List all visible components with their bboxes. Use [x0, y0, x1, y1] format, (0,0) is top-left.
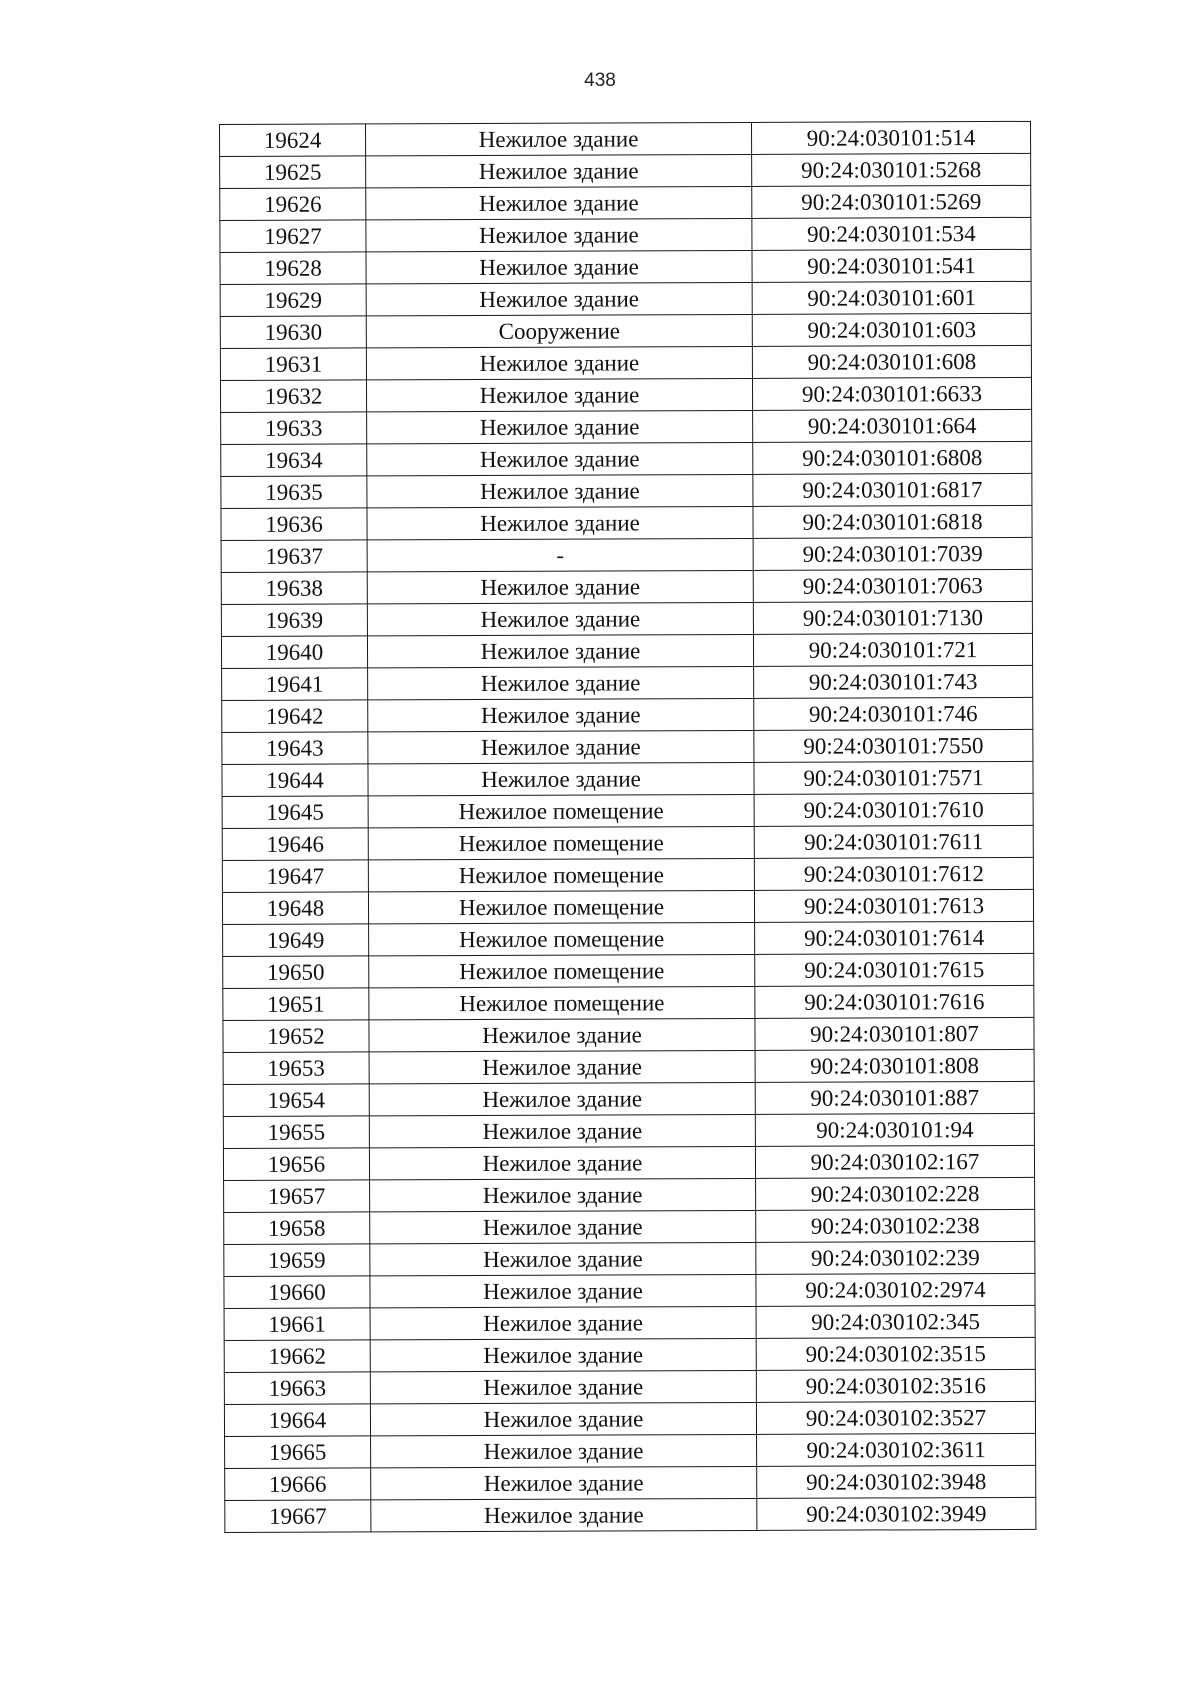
row-number-cell: 19646	[222, 828, 368, 861]
table-row	[224, 1273, 1035, 1308]
object-type-cell: -	[367, 538, 753, 571]
cadastral-number-cell: 90:24:030101:887	[755, 1081, 1034, 1114]
table-row	[222, 857, 1033, 892]
cadastral-number-cell: 90:24:030101:664	[753, 409, 1032, 442]
row-number-cell: 19628	[220, 252, 366, 285]
object-type-cell: Сооружение	[366, 314, 752, 347]
table-row	[222, 697, 1033, 732]
cadastral-number-cell: 90:24:030102:3949	[757, 1497, 1036, 1530]
table-row	[221, 505, 1032, 540]
object-type-cell: Нежилое здание	[366, 378, 752, 411]
object-type-cell: Нежилое помещение	[368, 794, 754, 827]
row-number-cell: 19624	[220, 124, 366, 157]
object-type-cell: Нежилое здание	[367, 602, 753, 635]
table-row	[224, 1369, 1035, 1404]
row-number-cell: 19657	[224, 1180, 370, 1213]
object-type-cell: Нежилое здание	[370, 1370, 756, 1403]
cadastral-number-cell: 90:24:030101:6817	[753, 473, 1032, 506]
row-number-cell: 19647	[222, 860, 368, 893]
table-row	[220, 377, 1031, 412]
cadastral-number-cell: 90:24:030102:2974	[756, 1273, 1035, 1306]
row-number-cell: 19656	[223, 1148, 369, 1181]
cadastral-number-cell: 90:24:030102:3611	[757, 1433, 1036, 1466]
table-row	[222, 889, 1033, 924]
object-type-cell: Нежилое здание	[371, 1434, 757, 1467]
row-number-cell: 19658	[224, 1212, 370, 1245]
row-number-cell: 19654	[223, 1084, 369, 1117]
object-type-cell: Нежилое здание	[368, 698, 754, 731]
cadastral-number-cell: 90:24:030101:7550	[754, 729, 1033, 762]
cadastral-number-cell: 90:24:030101:5268	[752, 153, 1031, 186]
object-type-cell: Нежилое здание	[369, 1146, 755, 1179]
cadastral-number-cell: 90:24:030102:3527	[756, 1401, 1035, 1434]
cadastral-number-cell: 90:24:030101:534	[752, 217, 1031, 250]
row-number-cell: 19645	[222, 796, 368, 829]
cadastral-number-cell: 90:24:030101:601	[752, 281, 1031, 314]
object-type-cell: Нежилое помещение	[369, 986, 755, 1019]
row-number-cell: 19636	[221, 508, 367, 541]
cadastral-number-cell: 90:24:030101:807	[755, 1017, 1034, 1050]
row-number-cell: 19667	[225, 1500, 371, 1533]
page-number: 438	[584, 70, 616, 91]
row-number-cell: 19635	[221, 476, 367, 509]
table-row	[223, 1113, 1034, 1148]
object-type-cell: Нежилое здание	[370, 1210, 756, 1243]
row-number-cell: 19642	[222, 700, 368, 733]
object-type-cell: Нежилое здание	[367, 634, 753, 667]
object-type-cell: Нежилое помещение	[368, 858, 754, 891]
table-row	[223, 1017, 1034, 1052]
cadastral-number-cell: 90:24:030101:7130	[753, 601, 1032, 634]
table-row	[221, 441, 1032, 476]
row-number-cell: 19641	[222, 668, 368, 701]
cadastral-number-cell: 90:24:030101:603	[752, 313, 1031, 346]
table-row	[224, 1241, 1035, 1276]
register-table	[219, 121, 1036, 1533]
object-type-cell: Нежилое здание	[369, 1050, 755, 1083]
table-row	[221, 601, 1032, 636]
table-row	[220, 185, 1031, 220]
object-type-cell: Нежилое здание	[371, 1466, 757, 1499]
object-type-cell: Нежилое здание	[366, 282, 752, 315]
object-type-cell: Нежилое здание	[367, 442, 753, 475]
cadastral-number-cell: 90:24:030102:228	[756, 1177, 1035, 1210]
object-type-cell: Нежилое здание	[370, 1274, 756, 1307]
object-type-cell: Нежилое здание	[370, 1242, 756, 1275]
row-number-cell: 19665	[225, 1436, 371, 1469]
cadastral-number-cell: 90:24:030102:3948	[757, 1465, 1036, 1498]
cadastral-number-cell: 90:24:030101:743	[754, 665, 1033, 698]
object-type-cell: Нежилое здание	[369, 1082, 755, 1115]
cadastral-number-cell: 90:24:030102:167	[755, 1145, 1034, 1178]
row-number-cell: 19639	[221, 604, 367, 637]
object-type-cell: Нежилое помещение	[368, 826, 754, 859]
table-row	[224, 1401, 1035, 1436]
table-row	[224, 1177, 1035, 1212]
table-row	[224, 1337, 1035, 1372]
row-number-cell: 19634	[221, 444, 367, 477]
object-type-cell: Нежилое здание	[370, 1402, 756, 1435]
cadastral-number-cell: 90:24:030101:7613	[754, 889, 1033, 922]
table-row	[222, 665, 1033, 700]
table-row	[220, 281, 1031, 316]
cadastral-number-cell: 90:24:030101:7611	[754, 825, 1033, 858]
table-row	[223, 1081, 1034, 1116]
row-number-cell: 19653	[223, 1052, 369, 1085]
object-type-cell: Нежилое здание	[366, 250, 752, 283]
cadastral-number-cell: 90:24:030101:7610	[754, 793, 1033, 826]
cadastral-number-cell: 90:24:030101:721	[753, 633, 1032, 666]
row-number-cell: 19631	[220, 348, 366, 381]
row-number-cell: 19629	[220, 284, 366, 317]
object-type-cell: Нежилое здание	[367, 570, 753, 603]
row-number-cell: 19627	[220, 220, 366, 253]
object-type-cell: Нежилое здание	[371, 1498, 757, 1531]
row-number-cell: 19648	[222, 892, 368, 925]
table-row	[223, 953, 1034, 988]
object-type-cell: Нежилое здание	[368, 666, 754, 699]
cadastral-number-cell: 90:24:030101:7063	[753, 569, 1032, 602]
object-type-cell: Нежилое здание	[370, 1306, 756, 1339]
table-row	[224, 1305, 1035, 1340]
row-number-cell: 19666	[225, 1468, 371, 1501]
row-number-cell: 19650	[223, 956, 369, 989]
cadastral-number-cell: 90:24:030101:7039	[753, 537, 1032, 570]
row-number-cell: 19655	[223, 1116, 369, 1149]
row-number-cell: 19630	[220, 316, 366, 349]
table-row	[224, 1209, 1035, 1244]
cadastral-number-cell: 90:24:030102:3516	[756, 1369, 1035, 1402]
object-type-cell: Нежилое здание	[367, 474, 753, 507]
row-number-cell: 19640	[221, 636, 367, 669]
object-type-cell: Нежилое помещение	[369, 922, 755, 955]
object-type-cell: Нежилое здание	[368, 730, 754, 763]
row-number-cell: 19649	[223, 924, 369, 957]
cadastral-number-cell: 90:24:030101:7612	[754, 857, 1033, 890]
cadastral-number-cell: 90:24:030101:746	[754, 697, 1033, 730]
row-number-cell: 19632	[220, 380, 366, 413]
table-row	[225, 1433, 1036, 1468]
table-row	[225, 1465, 1036, 1500]
object-type-cell: Нежилое здание	[369, 1018, 755, 1051]
cadastral-number-cell: 90:24:030101:541	[752, 249, 1031, 282]
cadastral-number-cell: 90:24:030101:6808	[753, 441, 1032, 474]
object-type-cell: Нежилое здание	[367, 410, 753, 443]
row-number-cell: 19643	[222, 732, 368, 765]
row-number-cell: 19626	[220, 188, 366, 221]
row-number-cell: 19652	[223, 1020, 369, 1053]
object-type-cell: Нежилое здание	[366, 154, 752, 187]
table-row	[222, 793, 1033, 828]
table-row	[220, 249, 1031, 284]
object-type-cell: Нежилое здание	[366, 122, 752, 155]
row-number-cell: 19663	[224, 1372, 370, 1405]
row-number-cell: 19662	[224, 1340, 370, 1373]
row-number-cell: 19651	[223, 988, 369, 1021]
object-type-cell: Нежилое здание	[366, 218, 752, 251]
object-type-cell: Нежилое здание	[369, 1114, 755, 1147]
row-number-cell: 19637	[221, 540, 367, 573]
table-row	[223, 921, 1034, 956]
table-row	[220, 121, 1031, 156]
cadastral-number-cell: 90:24:030101:94	[755, 1113, 1034, 1146]
table-row	[222, 761, 1033, 796]
row-number-cell: 19644	[222, 764, 368, 797]
table-row	[220, 313, 1031, 348]
cadastral-number-cell: 90:24:030102:345	[756, 1305, 1035, 1338]
cadastral-number-cell: 90:24:030102:239	[756, 1241, 1035, 1274]
cadastral-number-cell: 90:24:030101:808	[755, 1049, 1034, 1082]
cadastral-number-cell: 90:24:030101:6633	[752, 377, 1031, 410]
row-number-cell: 19661	[224, 1308, 370, 1341]
table-row	[223, 1049, 1034, 1084]
object-type-cell: Нежилое помещение	[368, 890, 754, 923]
table-row	[220, 153, 1031, 188]
object-type-cell: Нежилое здание	[366, 346, 752, 379]
cadastral-number-cell: 90:24:030102:3515	[756, 1337, 1035, 1370]
row-number-cell: 19625	[220, 156, 366, 189]
table-row	[222, 825, 1033, 860]
table-row	[221, 569, 1032, 604]
table-row	[221, 633, 1032, 668]
object-type-cell: Нежилое здание	[367, 506, 753, 539]
table-row	[220, 345, 1031, 380]
cadastral-number-cell: 90:24:030101:5269	[752, 185, 1031, 218]
cadastral-number-cell: 90:24:030101:6818	[753, 505, 1032, 538]
register-table-body	[220, 121, 1036, 1532]
row-number-cell: 19660	[224, 1276, 370, 1309]
cadastral-number-cell: 90:24:030101:608	[752, 345, 1031, 378]
cadastral-number-cell: 90:24:030101:7571	[754, 761, 1033, 794]
cadastral-number-cell: 90:24:030101:7616	[755, 985, 1034, 1018]
row-number-cell: 19659	[224, 1244, 370, 1277]
cadastral-number-cell: 90:24:030102:238	[756, 1209, 1035, 1242]
table-row	[223, 1145, 1034, 1180]
object-type-cell: Нежилое здание	[370, 1338, 756, 1371]
cadastral-number-cell: 90:24:030101:514	[751, 121, 1030, 154]
table-row	[221, 473, 1032, 508]
table-row	[220, 217, 1031, 252]
row-number-cell: 19638	[221, 572, 367, 605]
cadastral-number-cell: 90:24:030101:7615	[755, 953, 1034, 986]
object-type-cell: Нежилое здание	[370, 1178, 756, 1211]
object-type-cell: Нежилое здание	[366, 186, 752, 219]
row-number-cell: 19664	[224, 1404, 370, 1437]
table-row	[223, 985, 1034, 1020]
object-type-cell: Нежилое помещение	[369, 954, 755, 987]
object-type-cell: Нежилое здание	[368, 762, 754, 795]
table-row	[221, 409, 1032, 444]
table-row	[221, 537, 1032, 572]
row-number-cell: 19633	[221, 412, 367, 445]
table-row	[225, 1497, 1036, 1532]
table-row	[222, 729, 1033, 764]
cadastral-number-cell: 90:24:030101:7614	[755, 921, 1034, 954]
